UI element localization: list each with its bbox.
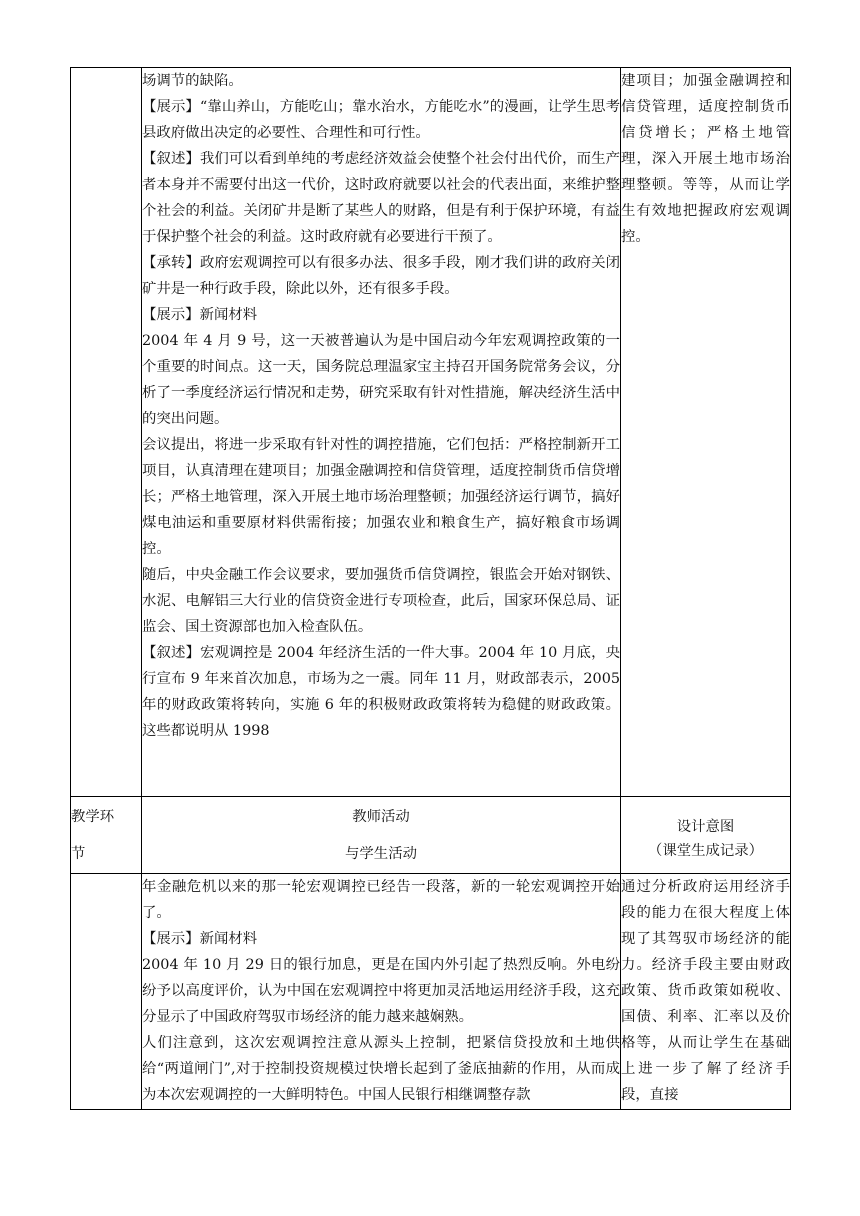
- header-stage-line1: 教学环: [71, 809, 115, 825]
- paragraph: 年金融危机以来的那一轮宏观调控已经告一段落，新的一轮宏观调控开始了。: [142, 879, 620, 921]
- stage-cell: [71, 68, 142, 797]
- paragraph: 会议提出，将进一步采取有针对性的调控措施，它们包括：严格控制新开工项目，认真清理在建项目；加强金融调控和信贷管理，适度控制货币信贷增长；严格土地管理，深入开展土地市场治理整顿；加强经济运行调节，搞好煤电油运和重要原材料供需衔接；加强农业和粮食生产，搞好粮食市场调控。: [142, 437, 620, 557]
- paragraph: 随后，中央金融工作会议要求，要加强货币信贷调控，银监会开始对钢铁、水泥、电解铝三大行业的信贷资金进行专项检查，此后，国家环保总局、证监会、国土资源部也加入检查队伍。: [142, 567, 620, 635]
- paragraph: 建项目；加强金融调控和信贷管理，适度控制货币信贷增长；严格土地管理，深入开展土地市场治理整顿。等等，从而让学生有效地把握政府宏观调控。: [621, 73, 790, 245]
- paragraph: 【叙述】我们可以看到单纯的考虑经济效益会使整个社会付出代价，而生产者本身并不需要付出这一代价，这时政府就要以社会的代表出面，来维护整个社会的利益。关闭矿井是断了某些人的财路，但是有利于保护环境，有益于保护整个社会的利益。这时政府就有必要进行干预了。: [142, 151, 620, 245]
- design-intent-cell: [621, 68, 791, 797]
- paragraph: 2004 年 10 月 29 日的银行加息，更是在国内外引起了热烈反响。外电纷纷予以高度评价，认为中国在宏观调控中将更加灵活地运用经济手段，这充分显示了中国政府驾驭市场经济的能力越来越娴熟。: [142, 957, 620, 1025]
- design-intent-cell: [621, 874, 791, 1110]
- stage-cell: [71, 874, 142, 1110]
- header-row: [71, 797, 791, 874]
- header-intent-line1: 设计意图: [676, 819, 735, 835]
- table-row: [71, 874, 791, 1110]
- header-activity-line2: 与学生活动: [345, 846, 417, 862]
- header-stage-line2: 节: [71, 846, 86, 862]
- paragraph: 【展示】新闻材料: [142, 931, 258, 947]
- paragraph: 场调节的缺陷。: [142, 73, 243, 89]
- paragraph: 人们注意到，这次宏观调控注意从源头上控制，把紧信贷投放和土地供给“两道闸门”,对于控制投资规模过快增长起到了釜底抽薪的作用，从而成为本次宏观调控的一大鲜明特色。中国人民银行相继调整存款: [142, 1035, 620, 1103]
- teacher-activity-cell: [142, 874, 621, 1110]
- header-stage: [71, 797, 142, 874]
- paragraph: 通过分析政府运用经济手段的能力在很大程度上体现了其驾驭市场经济的能力。经济手段主要由财政政策、货币政策如税收、国债、利率、汇率以及价格等，从而让学生在基础上进一步了解了经济手段，直接: [621, 879, 790, 1103]
- paragraph: 【展示】新闻材料: [142, 307, 258, 323]
- lesson-plan-table: [70, 67, 791, 1110]
- header-teacher-activity: [142, 797, 621, 874]
- paragraph: 【展示】“靠山养山，方能吃山；靠水治水，方能吃水”的漫画，让学生思考县政府做出决定的必要性、合理性和可行性。: [142, 99, 620, 141]
- paragraph: 【叙述】宏观调控是 2004 年经济生活的一件大事。2004 年 10 月底，央行宣布 9 年来首次加息，市场为之一震。同年 11 月，财政部表示，2005 年的财政政策将转向，实施 6 年的积极财政政策将转为稳健的财政政策。这些都说明从 1998: [142, 645, 620, 739]
- teacher-activity-cell: [142, 68, 621, 797]
- table-row: [71, 68, 791, 797]
- header-design-intent: [621, 797, 791, 874]
- header-activity-line1: 教师活动: [352, 809, 410, 825]
- paragraph: 2004 年 4 月 9 号，这一天被普遍认为是中国启动今年宏观调控政策的一个重要的时间点。这一天，国务院总理温家宝主持召开国务院常务会议，分析了一季度经济运行情况和走势，研究采取有针对性措施，解决经济生活中的突出问题。: [142, 333, 620, 427]
- header-intent-line2: （课堂生成记录）: [647, 843, 764, 859]
- paragraph: 【承转】政府宏观调控可以有很多办法、很多手段，刚才我们讲的政府关闭矿井是一种行政手段，除此以外，还有很多手段。: [142, 255, 620, 297]
